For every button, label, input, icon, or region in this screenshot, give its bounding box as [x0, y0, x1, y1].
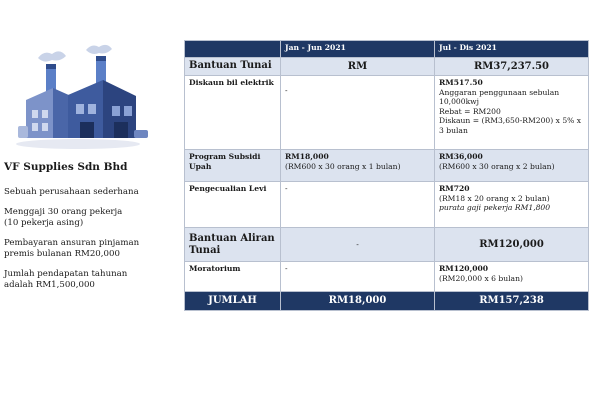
- factory-illustration: [8, 40, 158, 152]
- row-cell: RM37,237.50: [435, 58, 589, 76]
- table-row: [185, 58, 589, 76]
- row-cell: -: [281, 76, 435, 150]
- total-label: JUMLAH: [185, 292, 281, 311]
- header-jan-jun: Jan - Jun 2021: [281, 41, 435, 58]
- total-row: [185, 292, 589, 311]
- row-label: Pengecualian Levi: [185, 182, 281, 228]
- table-row: [185, 182, 589, 228]
- row-label: Program Subsidi Upah: [185, 150, 281, 182]
- header-corner: [185, 41, 281, 58]
- company-name: VF Supplies Sdn Bhd: [4, 161, 128, 173]
- row-cell: -: [281, 182, 435, 228]
- row-cell: RM517.50 Anggaran penggunaan sebulan 10,000kwj Rebat = RM200 Diskaun = (RM3,650-RM200) x 5% x 3 bulan: [435, 76, 589, 150]
- row-cell: RM18,000 (RM600 x 30 orang x 1 bulan): [281, 150, 435, 182]
- row-cell: -: [281, 262, 435, 292]
- table-header-row: [185, 41, 589, 58]
- company-info: [4, 161, 179, 300]
- row-cell: RM120,000 (RM20,000 x 6 bulan): [435, 262, 589, 292]
- table-row: [185, 262, 589, 292]
- row-label: Moratorium: [185, 262, 281, 292]
- table-row: [185, 228, 589, 262]
- header-jul-dis: Jul - Dis 2021: [435, 41, 589, 58]
- row-cell: RM120,000: [435, 228, 589, 262]
- row-cell: RM720 (RM18 x 20 orang x 2 bulan) purata gaji pekerja RM1,800: [435, 182, 589, 228]
- table-row: [185, 76, 589, 150]
- row-label: Bantuan Tunai: [185, 58, 281, 76]
- row-cell: RM: [281, 58, 435, 76]
- row-label: Bantuan Aliran Tunai: [185, 228, 281, 262]
- company-line: Pembayaran ansuran pinjaman premis bulanan RM20,000: [4, 238, 140, 259]
- company-line: Jumlah pendapatan tahunan adalah RM1,500,000: [4, 269, 128, 290]
- total-jul-dis: RM157,238: [435, 292, 589, 311]
- table-row: [185, 150, 589, 182]
- row-cell: RM36,000 (RM600 x 30 orang x 2 bulan): [435, 150, 589, 182]
- row-label: Diskaun bil elektrik: [185, 76, 281, 150]
- total-jan-jun: RM18,000: [281, 292, 435, 311]
- row-cell: -: [281, 228, 435, 262]
- company-line: Menggaji 30 orang pekerja (10 pekerja asing): [4, 207, 123, 228]
- incentive-table: [184, 40, 589, 311]
- company-line: Sebuah perusahaan sederhana: [4, 187, 139, 197]
